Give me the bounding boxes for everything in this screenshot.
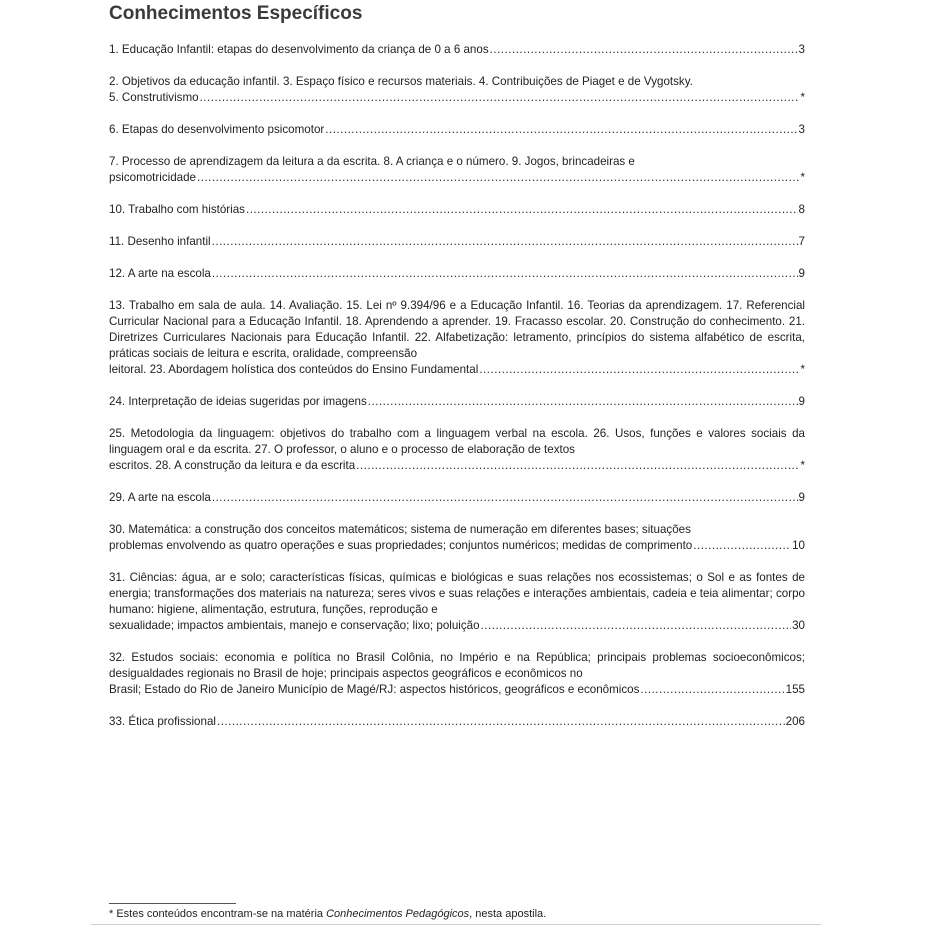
toc-page-number: 30 (792, 619, 805, 632)
toc-entry-text: 32. Estudos sociais: economia e política no Brasil Colônia, no Império e na República; principais problemas socioeconômicos; desigualdades regionais no Brasil de hoje; principais aspectos geográficos e econômicos no (109, 651, 805, 680)
toc-entry-line (109, 394, 805, 410)
dot-leader (212, 490, 798, 506)
dot-leader (368, 394, 798, 410)
toc-entry-title: escritos. 28. A construção da leitura e da escrita (109, 459, 356, 472)
toc-entry (109, 714, 805, 730)
toc-entry (109, 122, 805, 138)
toc-entry-title: problemas envolvendo as quatro operações e suas propriedades; conjuntos numéricos; medidas de comprimento (109, 539, 693, 552)
dot-leader (246, 202, 798, 218)
toc-entry (109, 570, 805, 634)
toc-page-number: 7 (798, 235, 805, 248)
toc-page-number: 3 (798, 43, 805, 56)
toc-entry-line (109, 714, 805, 730)
toc-entry-text: 7. Processo de aprendizagem da leitura a da escrita. 8. A criança e o número. 9. Jogos, brincadeiras e (109, 155, 635, 168)
dot-leader (356, 458, 799, 474)
toc-entry-line (109, 618, 805, 634)
toc-page-number: * (800, 363, 805, 376)
toc-page-number: 9 (798, 267, 805, 280)
toc-page-number: * (800, 459, 805, 472)
toc-entry-text: 30. Matemática: a construção dos conceitos matemáticos; sistema de numeração em diferentes bases; situações (109, 523, 691, 536)
toc-page-number: * (800, 171, 805, 184)
toc-entry-title: 33. Ética profissional (109, 715, 216, 728)
toc-entry-title: 6. Etapas do desenvolvimento psicomotor (109, 123, 325, 136)
dot-leader (212, 266, 798, 282)
toc-entry (109, 522, 805, 554)
toc-entry (109, 202, 805, 218)
toc-entry-text: 31. Ciências: água, ar e solo; características físicas, químicas e biológicas e suas relações nos ecossistemas; o Sol e as fontes de energia; transformações dos materiais na natureza; seres vivos e suas relações e interações ambientais, cadeia e teia alimentar; corpo humano: higiene, alimentação, estrutura, funções, reprodução e (109, 571, 805, 616)
page-bottom-divider (91, 924, 821, 925)
toc-entry (109, 490, 805, 506)
page-title: Conhecimentos Específicos (109, 3, 363, 24)
toc-page-number: 8 (798, 203, 805, 216)
toc-entry-title: psicomotricidade (109, 171, 196, 184)
dot-leader (197, 170, 799, 186)
toc-page-number: 10 (792, 539, 805, 552)
toc-page-number: 9 (798, 395, 805, 408)
toc-entry-title: sexualidade; impactos ambientais, manejo e conservação; lixo; poluição (109, 619, 480, 632)
toc-page-number: 155 (785, 683, 805, 696)
toc-entry (109, 298, 805, 378)
toc-page-number: * (800, 91, 805, 104)
toc-entry-title: 24. Interpretação de ideias sugeridas por imagens (109, 395, 367, 408)
toc-entry-text: 25. Metodologia da linguagem: objetivos do trabalho com a linguagem verbal na escola. 26. Usos, funções e valores sociais da linguagem oral e da escrita. 27. O professor, o aluno e o processo de elaboração de textos (109, 427, 805, 456)
toc-entry (109, 426, 805, 474)
toc-page-number: 9 (798, 491, 805, 504)
dot-leader (640, 682, 784, 698)
dot-leader (200, 90, 800, 106)
toc-entry-title: leitoral. 23. Abordagem holística dos conteúdos do Ensino Fundamental (109, 363, 479, 376)
dot-leader (325, 122, 797, 138)
footnote-emphasis: Conhecimentos Pedagógicos (326, 908, 470, 920)
table-of-contents (109, 42, 805, 746)
dot-leader (693, 538, 791, 554)
toc-entry-line (109, 202, 805, 218)
toc-entry (109, 42, 805, 58)
footnote (109, 907, 546, 921)
dot-leader (490, 42, 798, 58)
toc-entry (109, 394, 805, 410)
toc-entry (109, 234, 805, 250)
document-page (109, 0, 805, 728)
toc-entry-line (109, 42, 805, 58)
toc-entry-title: 1. Educação Infantil: etapas do desenvolvimento da criança de 0 a 6 anos (109, 43, 489, 56)
toc-entry-line (109, 234, 805, 250)
toc-entry-text: 2. Objetivos da educação infantil. 3. Espaço físico e recursos materiais. 4. Contribuições de Piaget e de Vygotsky. (109, 75, 693, 88)
toc-entry-text: 13. Trabalho em sala de aula. 14. Avaliação. 15. Lei nº 9.394/96 e a Educação Infantil. 16. Teorias da aprendizagem. 17. Referencial Curricular Nacional para a Educação Infantil. 18. Aprendendo a aprender. 19. Fracasso escolar. 20. Construção do conhecimento. 21. Diretrizes Curriculares Nacionais para Educação Infantil. 22. Alfabetização: letramento, princípios do sistema alfabético de escrita, práticas sociais de leitura e escrita, oralidade, compreensão (109, 299, 805, 360)
toc-entry-title: 29. A arte na escola (109, 491, 211, 504)
toc-entry-line (109, 538, 805, 554)
footnote-suffix: , nesta apostila. (469, 908, 547, 920)
dot-leader (481, 618, 792, 634)
toc-entry-line (109, 170, 805, 186)
toc-page-number: 3 (798, 123, 805, 136)
toc-entry-title: 11. Desenho infantil (109, 235, 211, 248)
toc-entry (109, 74, 805, 106)
toc-entry-line (109, 490, 805, 506)
toc-entry-line (109, 458, 805, 474)
dot-leader (217, 714, 785, 730)
toc-entry-line (109, 90, 805, 106)
toc-entry-title: 10. Trabalho com histórias (109, 203, 245, 216)
dot-leader (479, 362, 799, 378)
toc-entry (109, 154, 805, 186)
toc-entry-line (109, 682, 805, 698)
toc-entry-title: 5. Construtivismo (109, 91, 199, 104)
footnote-divider (109, 903, 236, 904)
footnote-prefix: * Estes conteúdos encontram-se na matéria (109, 908, 327, 920)
toc-entry-line (109, 266, 805, 282)
toc-entry (109, 266, 805, 282)
toc-entry (109, 650, 805, 698)
toc-entry-line (109, 362, 805, 378)
toc-entry-line (109, 122, 805, 138)
toc-page-number: 206 (785, 715, 805, 728)
toc-entry-title: Brasil; Estado do Rio de Janeiro Município de Magé/RJ: aspectos históricos, geográficos e econômicos (109, 683, 640, 696)
toc-entry-title: 12. A arte na escola (109, 267, 211, 280)
dot-leader (212, 234, 798, 250)
